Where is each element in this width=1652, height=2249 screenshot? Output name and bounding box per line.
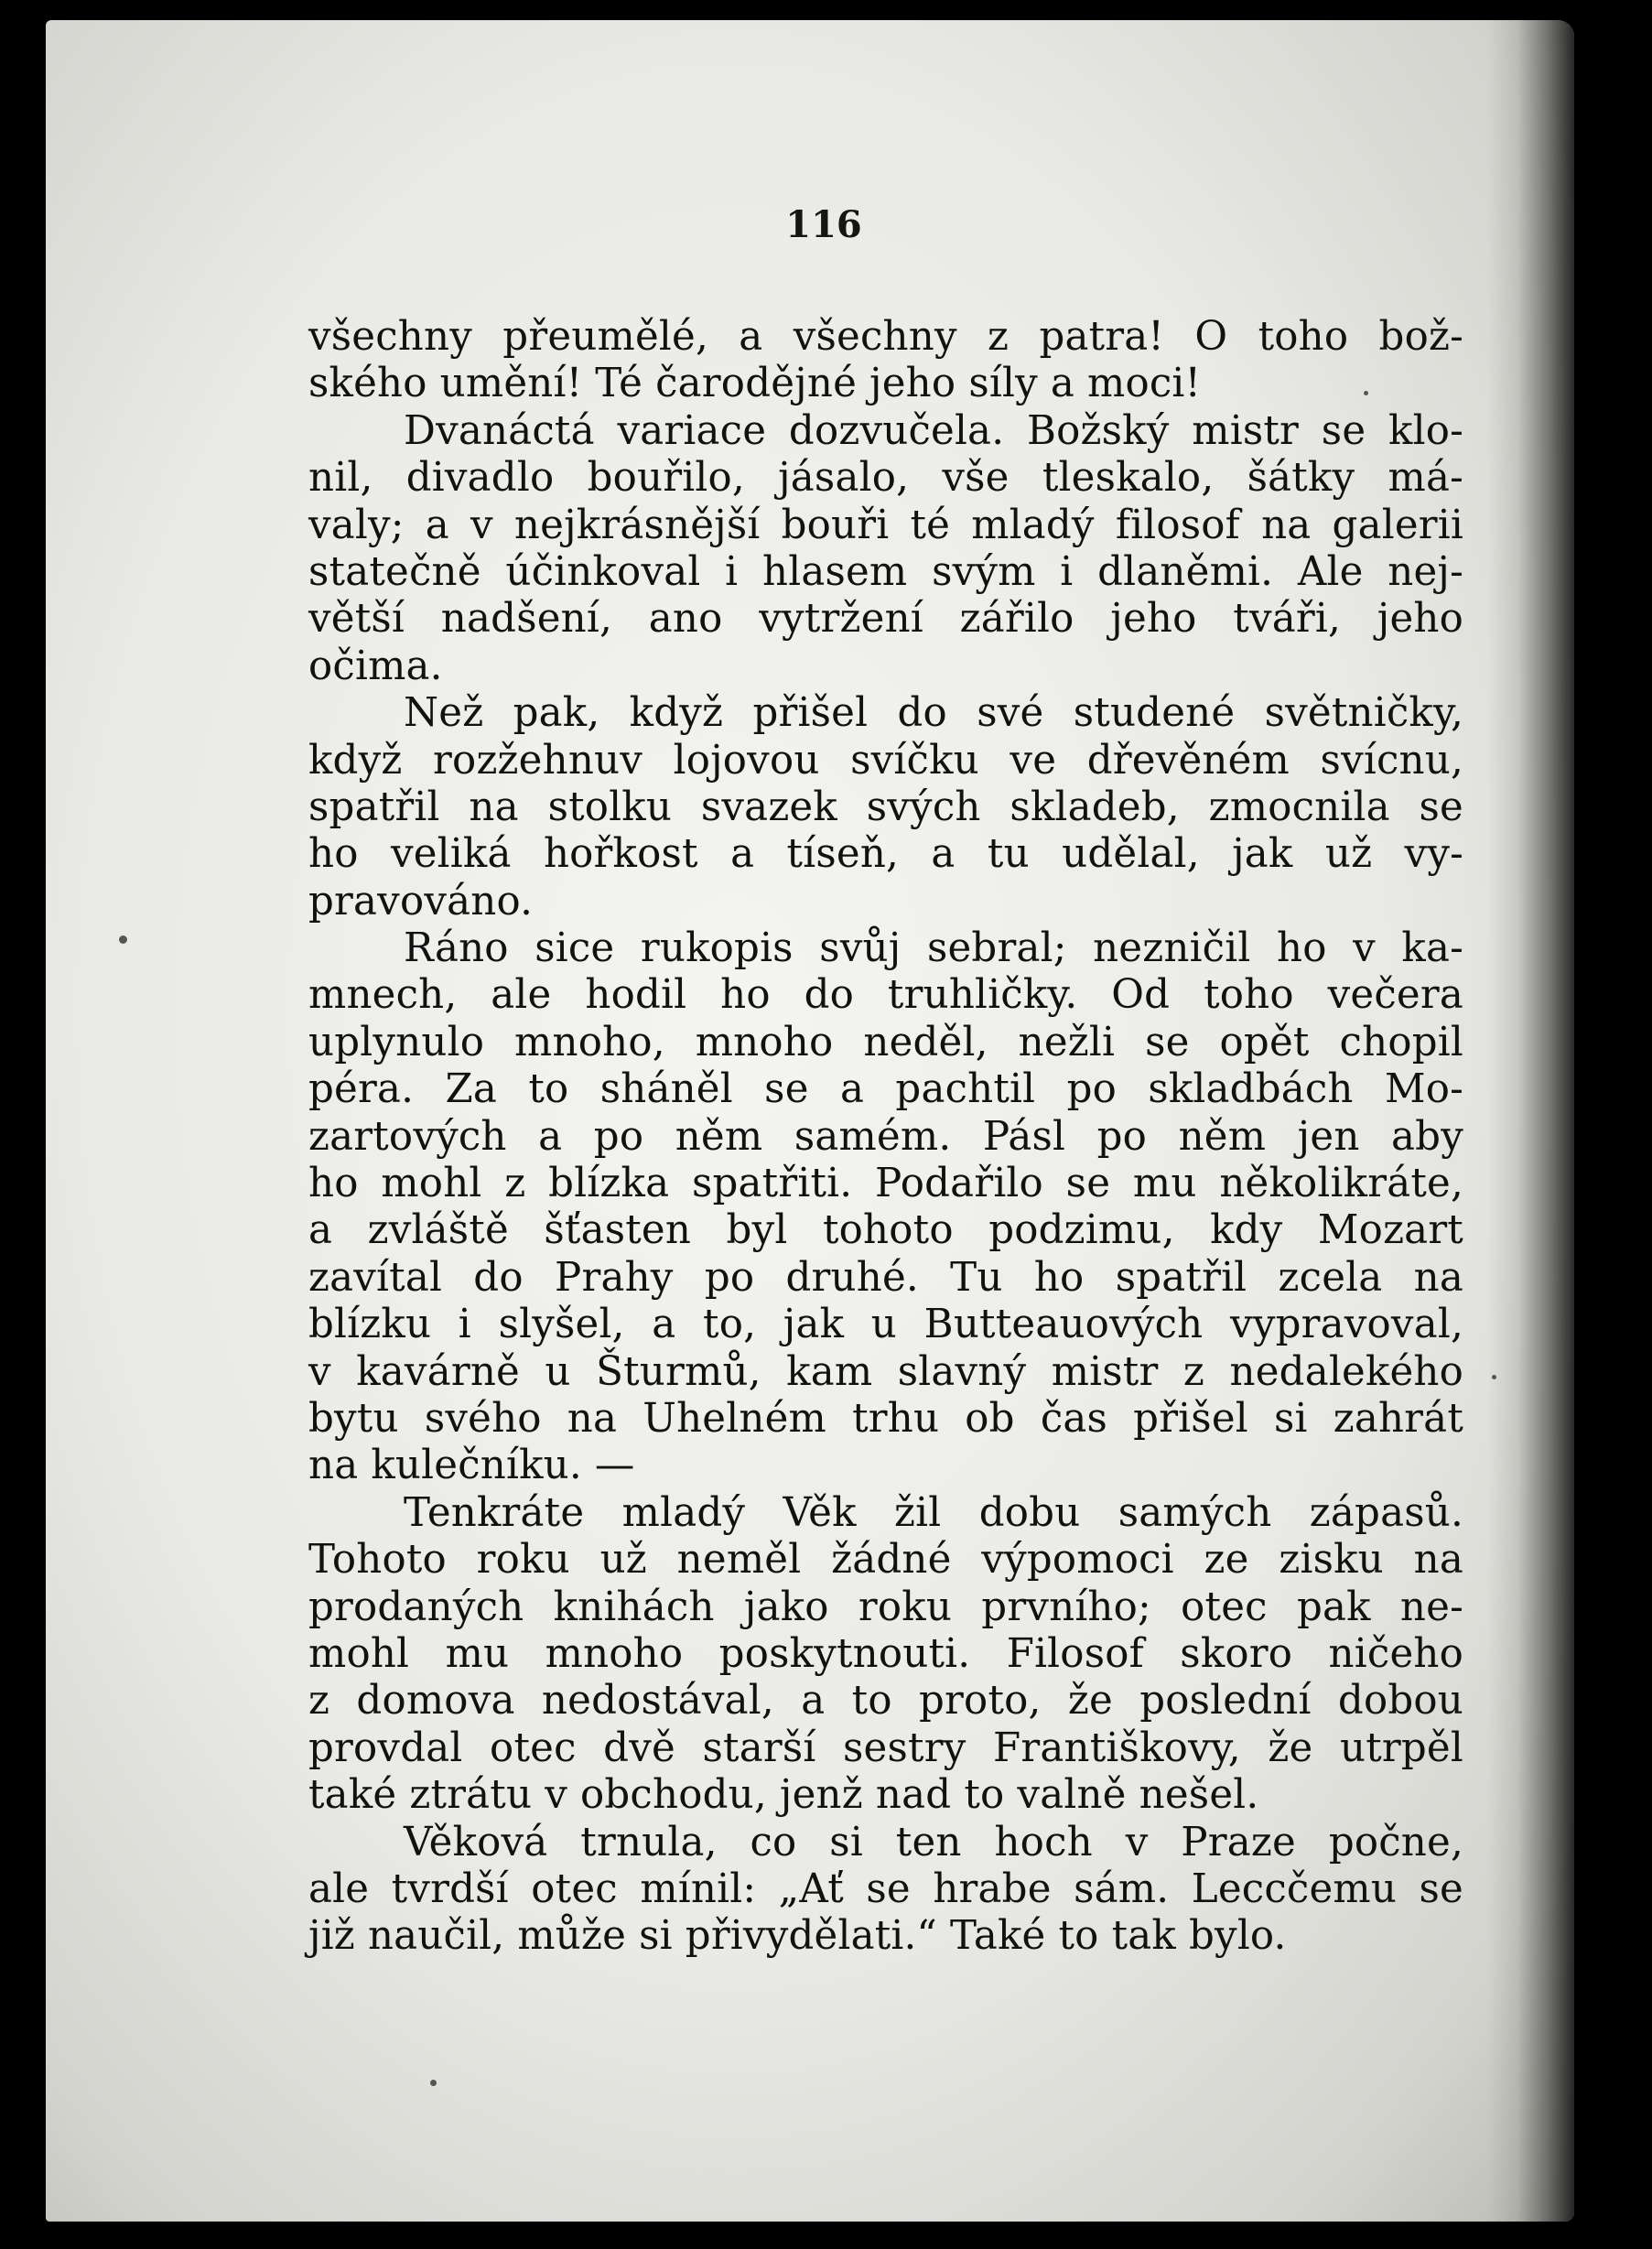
text-line: Než pak, když přišel do své studené světničky, [404,690,1463,737]
paper-speck [119,935,127,944]
paper-speck [430,2080,437,2086]
text-line: péra. Za to sháněl se a pachtil po skladbách Mo- [308,1066,1463,1113]
text-line: Věková trnula, co si ten hoch v Praze počne, [404,1819,1463,1865]
text-line: uplynulo mnoho, mnoho neděl, nežli se opět chopil [308,1019,1463,1065]
page-number: 116 [785,203,862,246]
text-line: ského umění! Té čarodějné jeho síly a moci! [308,361,1202,407]
text-line: Ráno sice rukopis svůj sebral; nezničil ho v ka- [404,925,1463,972]
text-line: bytu svého na Uhelném trhu ob čas přišel si zahrát [308,1395,1463,1442]
text-line: valy; a v nejkrásnější bouři té mladý filosof na galerii [308,502,1463,548]
text-line: ho mohl z blízka spatřiti. Podařilo se mu několikráte, [308,1161,1463,1207]
text-line: statečně účinkoval i hlasem svým i dlaněmi. Ale nej- [308,548,1463,595]
text-line: také ztrátu v obchodu, jenž nad to valně nešel. [308,1772,1259,1819]
page-spine-shadow [1487,20,1574,2222]
text-line: všechny přeumělé, a všechny z patra! O toho bož- [308,314,1463,360]
text-line: blízku i slyšel, a to, jak u Butteauových vypravoval, [308,1302,1463,1348]
text-line: a zvláště šťasten byl tohoto podzimu, kdy Mozart [308,1207,1463,1254]
text-line: nil, divadlo bouřilo, jásalo, vše tleskalo, šátky má- [308,455,1463,502]
text-line: spatřil na stolku svazek svých skladeb, zmocnila se [308,784,1463,830]
text-line: mnech, ale hodil ho do truhličky. Od toho večera [308,972,1463,1019]
paper-speck [1492,1375,1496,1379]
text-line: v kavárně u Šturmů, kam slavný mistr z nedalekého [308,1348,1463,1395]
text-line: větší nadšení, ano vytržení zářilo jeho tváři, jeho [308,596,1463,643]
text-line: očima. [308,643,443,689]
text-line: ho veliká hořkost a tíseň, a tu udělal, jak už vy- [308,831,1463,878]
text-line: Tohoto roku už neměl žádné výpomoci ze zisku na [308,1537,1463,1584]
text-line: zartových a po něm samém. Pásl po něm jen aby [308,1113,1463,1160]
text-line: z domova nedostával, a to proto, že poslední dobou [308,1678,1463,1725]
text-line: zavítal do Prahy po druhé. Tu ho spatřil zcela na [308,1254,1463,1301]
text-line: ale tvrdší otec mínil: „Ať se hrabe sám. Leccčemu se [308,1865,1463,1912]
text-line: když rozžehnuv lojovou svíčku ve dřevěném svícnu, [308,737,1463,784]
text-line: Tenkráte mladý Věk žil dobu samých zápasů. [404,1489,1463,1536]
text-line: Dvanáctá variace dozvučela. Božský mistr se klo- [404,407,1463,454]
text-line: již naučil, může si přivydělati.“ Také to tak bylo. [308,1913,1287,1960]
text-line: pravováno. [308,878,534,924]
text-line: na kulečníku. — [308,1443,635,1489]
body-text [308,314,1463,1961]
text-line: mohl mu mnoho poskytnouti. Filosof skoro ničeho [308,1630,1463,1677]
text-line: prodaných knihách jako roku prvního; otec pak ne- [308,1584,1463,1630]
text-line: provdal otec dvě starší sestry Františkovy, že utrpěl [308,1725,1463,1771]
